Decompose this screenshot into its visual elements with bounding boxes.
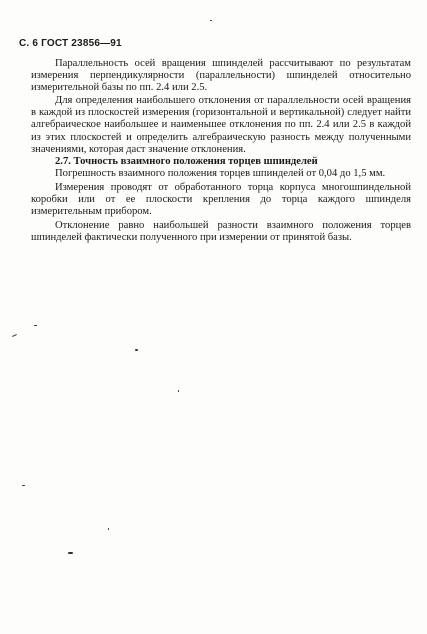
document-body [31,58,411,244]
paragraph-deviation-determination: Для определения наибольшего отклонения от параллельности осей вращения в каждой из плоскостей измерения (горизонтальной и вертикальной) следует найти алгебраическое наибольшее и наименьшее отклонения по пп. 2.4 или 2.5 в каждой из этих плоскостей и определить алгебраическую разность между полученными значениями, которая даст значение отклонения. [31,95,411,155]
scan-speck [135,349,138,351]
paragraph-axis-parallelism: Параллельность осей вращения шпинделей рассчитывают по результатам измерения перпендикулярности (параллельности) шпинделей относительно измерительной базы по пп. 2.4 или 2.5. [31,58,411,94]
scan-speck [178,390,179,392]
page-header: С. 6 ГОСТ 23856—91 [19,38,122,49]
scan-speck [12,334,17,337]
paragraph-tolerance: Погрешность взаимного положения торцев шпинделей от 0,04 до 1,5 мм. [55,167,386,179]
section-heading-2-7: 2.7. Точность взаимного положения торцев шпинделей [55,155,318,167]
scan-speck [34,325,37,326]
paragraph-deviation: Отклонение равно наибольшей разности взаимного положения торцев шпинделей фактически полученного при измерении от принятой базы. [31,220,411,244]
scan-speck [210,20,212,21]
scan-speck [22,485,25,486]
scan-speck [108,528,109,530]
scan-speck [68,552,73,554]
paragraph-measurement: Измерения проводят от обработанного торца корпуса многошпиндельной коробки или от ее плоскости крепления до торца каждого шпинделя измерительным прибором. [31,181,411,218]
